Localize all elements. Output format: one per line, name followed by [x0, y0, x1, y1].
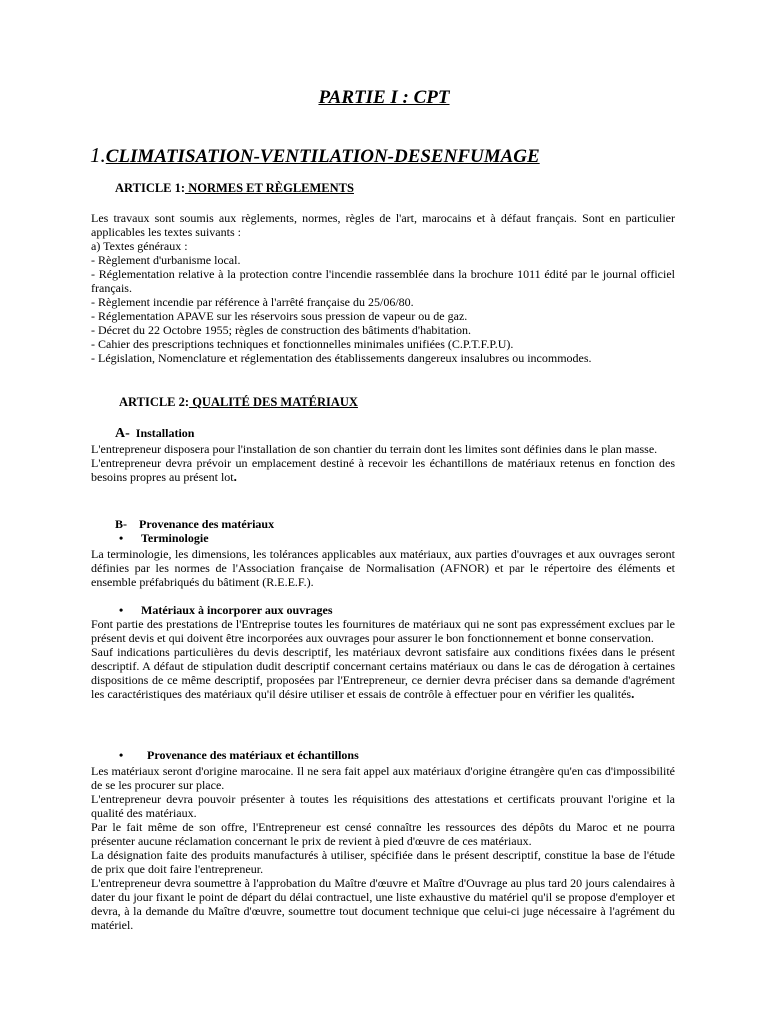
provenance-body [91, 764, 675, 932]
subsection-a-letter: A- [115, 426, 130, 441]
terminologie-paragraph: La terminologie, les dimensions, les tolérances applicables aux matériaux, aux parties d'ouvrages et aux ouvrages seront définies par les normes de l'Association française de Normalisation (AFNOR) et par le répertoire des éléments et ensemble préfabriqués du bâtiment (R.E.E.F.). [91, 547, 675, 589]
article-1-item: - Réglementation APAVE sur les réservoirs sous pression de vapeur ou de gaz. [91, 309, 468, 323]
terminologie-body [91, 547, 675, 589]
provenance-paragraph: Par le fait même de son offre, l'Entrepreneur est censé connaître les ressources des dépôts du Maroc et ne pourra présenter aucune réclamation concernant le prix de revient à pied d'œuvre de ces matériaux. [91, 820, 675, 848]
subsection-b-letter: B- [115, 517, 127, 531]
bullet-title: Matériaux à incorporer aux ouvrages [141, 603, 333, 617]
article-1-item: - Réglementation relative à la protection contre l'incendie rassemblée dans la brochure 1011 édité par le journal officiel français. [91, 267, 675, 295]
article-1-item: - Législation, Nomenclature et réglementation des établissements dangereux insalubres ou incommodes. [91, 351, 592, 365]
bullet-icon: • [119, 531, 124, 545]
bullet-icon: • [119, 603, 124, 617]
article-1-prefix: ARTICLE 1: [115, 181, 186, 195]
article-1-item: - Règlement d'urbanisme local. [91, 253, 241, 267]
subsection-a-title: Installation [135, 426, 195, 440]
article-1-item: - Règlement incendie par référence à l'arrêté française du 25/06/80. [91, 295, 414, 309]
provenance-paragraph: L'entrepreneur devra soumettre à l'approbation du Maître d'œuvre et Maître d'Ouvrage au plus tard 20 jours calendaires à dater du jour fixant le point de départ du délai contractuel, une liste exhaustive du matériel qu'il se propose d'employer et devra, à la demande du Maître d'œuvre, soumettre tout document technique que celui-ci juge nécessaire à l'agrément du matériel. [91, 876, 675, 932]
bullet-provenance [119, 748, 359, 763]
bullet-icon: • [119, 748, 124, 762]
bullet-materiaux [119, 603, 333, 618]
section-number: 1. [90, 143, 106, 167]
subsection-b-title: Provenance des matériaux [139, 517, 275, 531]
materiaux-paragraph: Sauf indications particulières du devis descriptif, les matériaux devront satisfaire aux conditions fixées dans le présent descriptif. A défaut de stipulation dudit descriptif concernant certains matériaux ou dans le cas de dérogation à certaines dispositions de ce même descriptif, proposées par l'Entrepreneur, ce dernier devra préciser dans sa demande d'agrément les caractéristiques des matériaux qu'il désire utiliser et essais de contrôle à effectuer pour en vérifier les qualités. [91, 645, 675, 701]
subsection-a-paragraph: L'entrepreneur devra prévoir un emplacement destiné à recevoir les échantillons de matériaux retenus en fonction des besoins propres au présent lot. [91, 456, 675, 484]
article-1-body [91, 211, 675, 365]
article-2-heading [119, 395, 358, 410]
article-1-label: NORMES ET RÈGLEMENTS [185, 181, 354, 195]
bullet-terminologie [119, 531, 209, 546]
bullet-title: Provenance des matériaux et échantillons [147, 748, 359, 762]
materiaux-paragraph: Font partie des prestations de l'Entreprise toutes les fournitures de matériaux qui ne sont pas expressément exclues par le présent devis et qui doivent être incorporées aux ouvrages pour assurer le bon fonctionnement et bonne conservation. [91, 617, 675, 645]
article-1-item: a) Textes généraux : [91, 239, 188, 253]
article-2-prefix: ARTICLE 2: [119, 395, 190, 409]
bullet-title: Terminologie [141, 531, 209, 545]
article-1-item: - Cahier des prescriptions techniques et fonctionnelles minimales unifiées (C.P.T.F.P.U). [91, 337, 514, 351]
provenance-paragraph: L'entrepreneur devra pouvoir présenter à toutes les réquisitions des attestations et certificats prouvant l'origine et la qualité des matériaux. [91, 792, 675, 820]
subsection-b-heading [115, 517, 274, 532]
materiaux-body [91, 617, 675, 701]
section-heading [90, 143, 540, 168]
subsection-a-body [91, 442, 675, 484]
section-label: CLIMATISATION-VENTILATION-DESENFUMAGE [105, 146, 540, 167]
subsection-a-paragraph: L'entrepreneur disposera pour l'installation de son chantier du terrain dont les limites sont définies dans le plan masse. [91, 442, 658, 456]
subsection-a-heading [115, 426, 194, 442]
provenance-paragraph: Les matériaux seront d'origine marocaine. Il ne sera fait appel aux matériaux d'origine étrangère qu'en cas d'impossibilité de se les procurer sur place. [91, 764, 675, 792]
page-title: PARTIE I : CPT [318, 87, 450, 108]
article-1-intro: Les travaux sont soumis aux règlements, normes, règles de l'art, marocains et à défaut français. Sont en particulier applicables les textes suivants : [91, 211, 675, 239]
provenance-paragraph: La désignation faite des produits manufacturés à utiliser, spécifiée dans le présent descriptif, constitue la base de l'étude de prix que doit faire l'entrepreneur. [91, 848, 675, 876]
article-1-item: - Décret du 22 Octobre 1955; règles de construction des bâtiments d'habitation. [91, 323, 472, 337]
article-2-label: QUALITÉ DES MATÉRIAUX [189, 395, 358, 409]
article-1-heading [115, 181, 354, 196]
